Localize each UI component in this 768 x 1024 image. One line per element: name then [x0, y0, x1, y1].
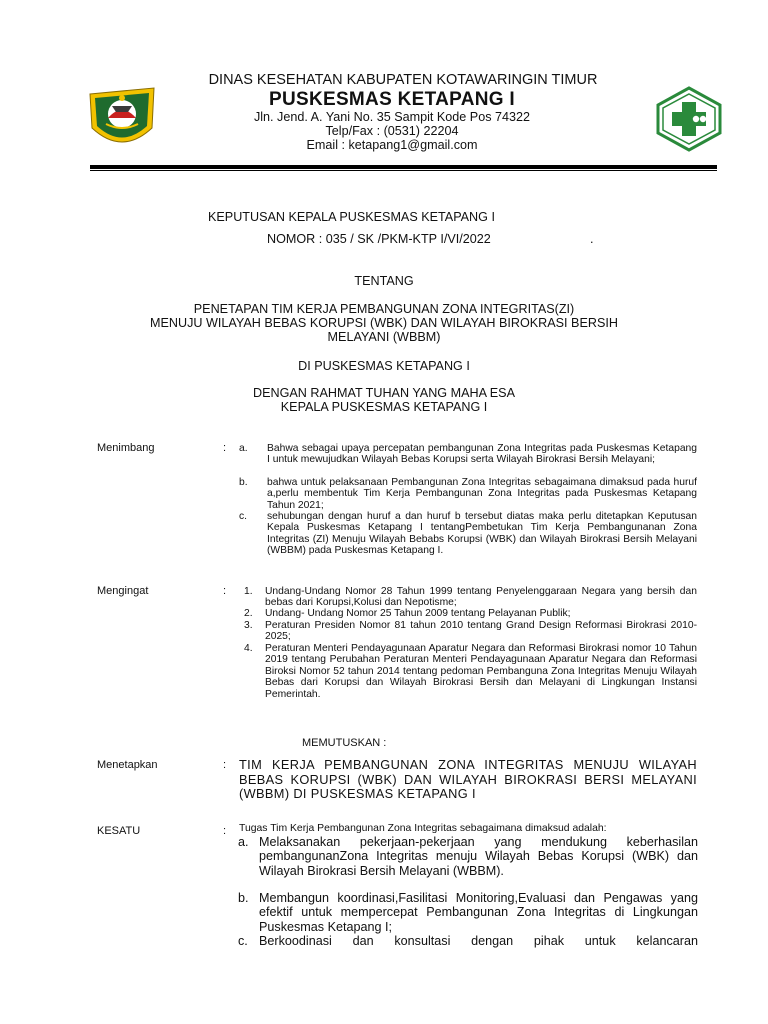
item-number: a. — [238, 835, 249, 849]
item-number: b. — [238, 891, 249, 905]
menetapkan-colon: : — [223, 759, 227, 771]
item-number: 4. — [244, 643, 253, 654]
puskesmas-name: PUSKESMAS KETAPANG I — [269, 89, 515, 110]
list-item — [237, 586, 697, 609]
item-number: c. — [239, 511, 248, 522]
subject-line-1: PENETAPAN TIM KERJA PEMBANGUNAN ZONA INTEGRITAS(ZI) — [193, 302, 575, 316]
item-text: Melaksanakan pekerjaan-pekerjaan yang mendukung keberhasilan pembangunanZona Integritas menuju Wilayah Bebas Korupsi (WBK) dan Wilayah Birokrasi Bersih Melayani (WBBM). — [259, 835, 698, 878]
item-text: Peraturan Presiden Nomor 81 tahun 2010 tentang Grand Design Reformasi Birokrasi 2010-2025; — [265, 620, 697, 643]
menetapkan-label: Menetapkan — [97, 759, 158, 771]
decree-number-dot: . — [590, 232, 594, 246]
mengingat-label: Mengingat — [97, 585, 149, 597]
kesatu-colon: : — [223, 825, 227, 837]
item-number: c. — [238, 934, 248, 948]
item-number: 1. — [244, 586, 253, 597]
kesatu-label: KESATU — [97, 825, 141, 837]
memutuskan-heading: MEMUTUSKAN : — [302, 737, 387, 749]
list-item — [239, 477, 697, 511]
list-item — [239, 443, 697, 477]
grace-line-2: KEPALA PUSKESMAS KETAPANG I — [280, 400, 488, 414]
item-text: sehubungan dengan huruf a dan huruf b tersebut diatas maka perlu ditetapkan Keputusan Kepala Puskesmas Ketapang I tentangPembetukan Tim Kerja Pembangunanan Zona Integritas (ZI) Menuju Wilayah Bebabs Korupsi (WBK) dan Wilayah Birokrasi Bersih Melayani (WBBM) pada Puskesmas Ketapang I. — [267, 511, 697, 557]
decree-title: KEPUTUSAN KEPALA PUSKESMAS KETAPANG I — [208, 210, 495, 224]
item-text: Undang-Undang Nomor 28 Tahun 1999 tentang Penyelenggaraan Negara yang bersih dan bebas dari Korupsi,Kolusi dan Nepotisme; — [265, 586, 697, 609]
phone-line: Telp/Fax : (0531) 22204 — [325, 124, 459, 138]
list-item — [239, 511, 697, 569]
item-number: a. — [239, 443, 248, 454]
list-item — [237, 608, 697, 620]
agency-name: DINAS KESEHATAN KABUPATEN KOTAWARINGIN TIMUR — [208, 72, 598, 88]
item-number: b. — [239, 477, 248, 488]
menimbang-label: Menimbang — [97, 442, 155, 454]
location-line: DI PUSKESMAS KETAPANG I — [298, 359, 470, 373]
item-number: 2. — [244, 608, 253, 619]
mengingat-colon: : — [223, 585, 227, 597]
list-item — [238, 835, 698, 893]
list-item — [237, 620, 697, 643]
item-text: bahwa untuk pelaksanaan Pembangunan Zona Integritas sebagaimana dimaksud pada huruf a,perlu membentuk Tim Kerja Pembangunan Zona Integritas pada Puskesmas Ketapang Tahun 2021; — [267, 477, 697, 511]
item-text: Berkoodinasi dan konsultasi dengan pihak untuk kelancaran — [259, 934, 698, 948]
menimbang-colon: : — [223, 442, 227, 454]
address-line: Jln. Jend. A. Yani No. 35 Sampit Kode Pos 74322 — [253, 110, 531, 124]
menetapkan-text: TIM KERJA PEMBANGUNAN ZONA INTEGRITAS MENUJU WILAYAH BEBAS KORUPSI (WBK) DAN WILAYAH BIROKRASI BERSI MELAYANI (WBBM) DI PUSKESMAS KETAPANG I — [239, 757, 697, 801]
list-item — [238, 934, 698, 950]
letterhead-rule-thick — [90, 165, 717, 169]
subject-line-3: MELAYANI (WBBM) — [327, 330, 441, 344]
item-text: Membangun koordinasi,Fasilitasi Monitoring,Evaluasi dan Pengawas yang efektif untuk mempercepat Pembangunan Zona Integritas di Lingkungan Puskesmas Ketapang I; — [259, 891, 698, 934]
list-item — [237, 643, 697, 713]
item-text: Undang- Undang Nomor 25 Tahun 2009 tentang Pelayanan Publik; — [265, 608, 571, 619]
kotawaringin-emblem — [86, 84, 158, 154]
subject-line-2: MENUJU WILAYAH BEBAS KORUPSI (WBK) DAN WILAYAH BIROKRASI BERSIH — [150, 316, 618, 330]
decree-number: NOMOR : 035 / SK /PKM-KTP I/VI/2022 — [267, 232, 491, 246]
letterhead-rule-thin — [90, 170, 717, 171]
item-text: Peraturan Menteri Pendayagunaan Aparatur Negara dan Reformasi Birokrasi nomor 10 Tahun 2019 tentang Perubahan Peraturan Menteri Pendayagunaan Aparatur Negara dan Reformasi Biroksi Nomor 52 tahun 2014 tentang pedoman Pembanguna Zona Integritas Menuju Wilayah Bebas dari Korupsi dan Wilayah Birokrasi Bersih dan Melayani di Lingkungan Instansi Pemerintah. — [265, 643, 697, 700]
kesatu-intro: Tugas Tim Kerja Pembangunan Zona Integritas sebagaimana dimaksud adalah: — [239, 823, 607, 834]
tentang-heading: TENTANG — [354, 274, 414, 288]
grace-line-1: DENGAN RAHMAT TUHAN YANG MAHA ESA — [253, 386, 515, 400]
health-cross-logo — [654, 86, 724, 152]
list-item — [238, 891, 698, 935]
email-line: Email : ketapang1@gmail.com — [306, 138, 478, 152]
item-text: Bahwa sebagai upaya percepatan pembangunan Zona Integritas pada Puskesmas Ketapang I untuk mewujudkan Wilayah Bebas Korupsi serta Wilayah Birokrasi Bersih Melayani; — [267, 443, 697, 466]
item-number: 3. — [244, 620, 253, 631]
